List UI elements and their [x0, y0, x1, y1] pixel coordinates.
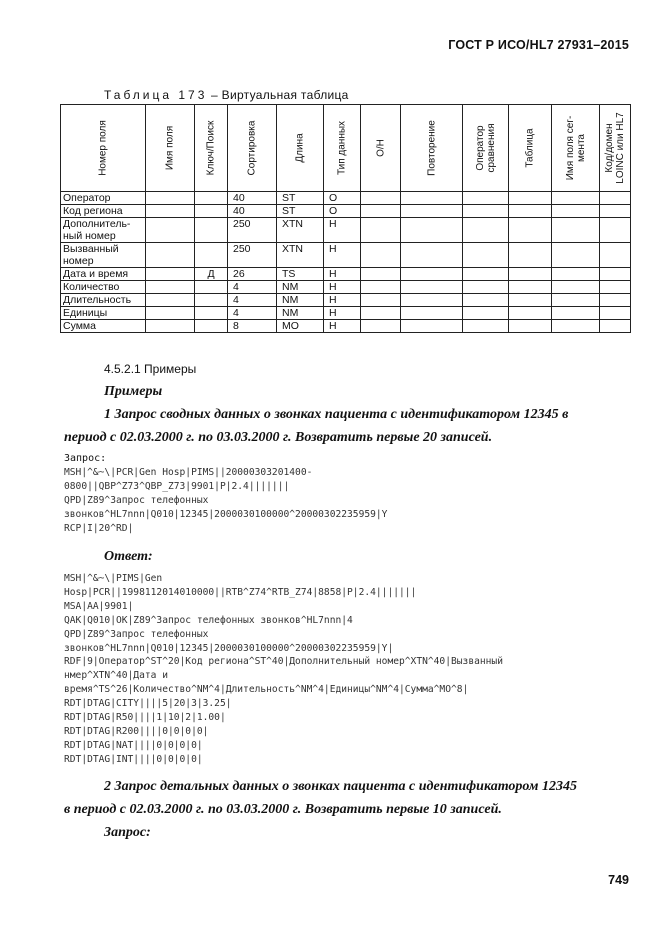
column-header-label	[337, 121, 348, 175]
table-row	[61, 218, 631, 243]
table-cell	[509, 281, 552, 294]
column-header-line: Оператор	[474, 125, 486, 171]
table-cell	[552, 281, 600, 294]
table-row	[61, 294, 631, 307]
column-header	[552, 105, 600, 192]
table-cell	[361, 243, 401, 268]
column-header	[600, 105, 631, 192]
table-cell: Д	[195, 268, 228, 281]
table-cell	[509, 243, 552, 268]
table-cell: Дата и время	[61, 268, 146, 281]
table-cell	[401, 320, 463, 333]
table-cell	[401, 294, 463, 307]
table-cell	[552, 205, 600, 218]
table-cell	[509, 218, 552, 243]
table-cell	[600, 268, 631, 281]
table-cell	[600, 218, 631, 243]
table-cell	[463, 218, 509, 243]
table-cell	[552, 243, 600, 268]
table-cell	[600, 307, 631, 320]
column-header	[228, 105, 277, 192]
table-body	[61, 192, 631, 333]
table-cell: 250	[228, 243, 277, 268]
column-header-line: Имя поля сег-	[564, 115, 576, 181]
table-cell	[195, 205, 228, 218]
table-cell	[195, 307, 228, 320]
table-cell: XTN	[277, 218, 324, 243]
table-cell	[600, 281, 631, 294]
table-cell: NM	[277, 294, 324, 307]
table-cell: 4	[228, 281, 277, 294]
virtual-table	[60, 104, 631, 333]
column-header-label	[525, 128, 536, 167]
table-cell: Н	[324, 307, 361, 320]
column-header-line: LOINC или HL7	[615, 112, 626, 184]
table-cell	[600, 243, 631, 268]
column-header	[509, 105, 552, 192]
table-cell: 40	[228, 205, 277, 218]
table-cell	[195, 320, 228, 333]
table-row	[61, 205, 631, 218]
table-cell	[401, 243, 463, 268]
column-header	[324, 105, 361, 192]
table-cell	[463, 205, 509, 218]
table-cell: 40	[228, 192, 277, 205]
answer-label: Ответ:	[104, 549, 153, 564]
table-cell	[195, 218, 228, 243]
table-cell	[552, 192, 600, 205]
table-cell	[146, 192, 195, 205]
table-cell	[463, 281, 509, 294]
table-cell: Длительность	[61, 294, 146, 307]
column-header	[277, 105, 324, 192]
table-cell	[195, 192, 228, 205]
column-header-label	[98, 120, 109, 176]
table-cell	[463, 320, 509, 333]
table-cell	[600, 294, 631, 307]
column-header-label	[247, 121, 258, 176]
table-cell	[401, 281, 463, 294]
examples-heading: Примеры	[104, 384, 163, 399]
table-cell: Н	[324, 294, 361, 307]
column-header	[463, 105, 509, 192]
table-cell	[146, 307, 195, 320]
section-number-title: 4.5.2.1 Примеры	[104, 362, 197, 376]
table-cell	[361, 281, 401, 294]
table-cell: 26	[228, 268, 277, 281]
table-cell	[552, 268, 600, 281]
column-header-line: Длина	[294, 133, 306, 163]
query-code-block: MSH|^&~\|PCR|Gen Hosp|PIMS||20000303201400- 0800||QBP^Z73^QBP_Z73|9901|P|2.4||||||| QPD|Z89^Запрос телефонных звонков^HL7nnn|Q010|12345|2000030100000^20000302235959|Y RCP|I|20^RD|	[64, 467, 388, 534]
table-cell	[195, 243, 228, 268]
table-cell	[552, 218, 600, 243]
table-cell	[600, 205, 631, 218]
table-cell	[509, 192, 552, 205]
table-cell: Оператор	[61, 192, 146, 205]
column-header-line: мента	[575, 134, 587, 162]
table-cell	[401, 307, 463, 320]
table-row	[61, 268, 631, 281]
table-cell: Н	[324, 320, 361, 333]
column-header-line: Ключ/Поиск	[205, 120, 217, 176]
table-caption-prefix: Таблица 173	[104, 88, 208, 102]
table-cell	[600, 320, 631, 333]
table-cell: XTN	[277, 243, 324, 268]
table-cell	[552, 294, 600, 307]
table-cell: O	[324, 205, 361, 218]
table-cell	[401, 268, 463, 281]
column-header-label	[565, 116, 587, 181]
column-header	[195, 105, 228, 192]
table-cell	[463, 192, 509, 205]
column-header-line: сравнения	[485, 123, 497, 173]
column-header-line: Сортировка	[246, 120, 258, 176]
table-cell	[509, 307, 552, 320]
column-header-line: Таблица	[524, 128, 536, 168]
column-header	[361, 105, 401, 192]
table-cell: 8	[228, 320, 277, 333]
table-cell: Вызванный номер	[61, 243, 146, 268]
column-header-line: Повторение	[426, 120, 437, 176]
table-cell	[509, 205, 552, 218]
standard-header: ГОСТ Р ИСО/HL7 27931–2015	[448, 38, 629, 52]
table-cell: Н	[324, 268, 361, 281]
table-cell: 250	[228, 218, 277, 243]
table-row	[61, 192, 631, 205]
column-header-label	[375, 139, 386, 157]
table-cell: NM	[277, 281, 324, 294]
table-cell	[361, 307, 401, 320]
table-row	[61, 307, 631, 320]
table-cell	[552, 320, 600, 333]
table-cell	[552, 307, 600, 320]
page-number: 749	[608, 873, 629, 887]
table-cell: NM	[277, 307, 324, 320]
example1-line1: 1 Запрос сводных данных о звонках пациента с идентификатором 12345 в	[104, 407, 569, 422]
table-cell: O	[324, 192, 361, 205]
table-cell: Код региона	[61, 205, 146, 218]
table-cell	[463, 307, 509, 320]
column-header-label	[475, 123, 497, 172]
query-label: Запрос:	[64, 453, 107, 464]
column-header-line: О/Н	[375, 139, 386, 157]
table-cell	[463, 294, 509, 307]
table-cell	[361, 294, 401, 307]
column-header	[401, 105, 463, 192]
column-header-label	[206, 121, 217, 176]
table-header-row	[61, 105, 631, 192]
table-cell: 4	[228, 307, 277, 320]
column-header-line: Номер поля	[97, 120, 109, 176]
table-row	[61, 320, 631, 333]
table-caption	[104, 88, 349, 102]
table-cell	[361, 218, 401, 243]
table-cell: Н	[324, 281, 361, 294]
column-header-line: Код/домен	[604, 123, 615, 173]
table-cell	[195, 294, 228, 307]
table-cell	[401, 192, 463, 205]
table-row	[61, 281, 631, 294]
table-cell: TS	[277, 268, 324, 281]
table-cell	[146, 320, 195, 333]
column-header-line: Имя поля	[164, 125, 176, 171]
table-cell	[361, 268, 401, 281]
table-cell: Количество	[61, 281, 146, 294]
table-cell	[361, 192, 401, 205]
table-cell	[600, 192, 631, 205]
table-cell	[146, 205, 195, 218]
table-cell	[401, 205, 463, 218]
table-row	[61, 243, 631, 268]
table-cell	[463, 243, 509, 268]
table-cell: 4	[228, 294, 277, 307]
example2-line2: в период с 02.03.2000 г. по 03.03.2000 г. Возвратить первые 10 записей.	[64, 802, 502, 817]
table-cell: Дополнитель- ный номер	[61, 218, 146, 243]
table-cell	[361, 205, 401, 218]
table-cell	[146, 243, 195, 268]
table-cell: Н	[324, 218, 361, 243]
table-cell: ST	[277, 205, 324, 218]
column-header-line: Тип данных	[336, 120, 348, 176]
table-cell	[146, 294, 195, 307]
table-cell	[463, 268, 509, 281]
query2-label: Запрос:	[104, 825, 151, 840]
table-cell	[509, 320, 552, 333]
answer-code-block: MSH|^&~\|PIMS|Gen Hosp|PCR||19981120140100​00||RTB^Z74^RTB_Z74|8858|P|2.4||||||| MSA|AA|9901| QAK|Q010|OK|Z89^Запрос телефонных звонков^HL7nnn|4 QPD|Z89^Запрос телефонных звонков^HL7nnn|Q010|12345|2000030100000^20000302235959|Y| RDF|9|Оператор^ST^20|Код региона^ST^40|Дополнительный номер^XTN^40|Вызванный нмер^XTN^40|Дата и время^TS^26|Количество^NM^4|Длительность^NM^4|Единицы^NM^4|Сумма^MO^8| RDT|DTAG|CITY||||5|20|3|3.25| RDT|DTAG|R50||||1|10|2|1.00| RDT|DTAG|R200||||0|0|0|0| RDT|DTAG|NAT||||0|0|0|0| RDT|DTAG|INT||||0|0|0|0|	[64, 573, 503, 765]
table-cell: ST	[277, 192, 324, 205]
table-cell: MO	[277, 320, 324, 333]
example1-line2: период с 02.03.2000 г. по 03.03.2000 г. Возвратить первые 20 записей.	[64, 430, 493, 445]
table-cell: Н	[324, 243, 361, 268]
table-cell: Единицы	[61, 307, 146, 320]
column-header-label	[165, 126, 176, 170]
table-cell	[146, 268, 195, 281]
table-cell	[509, 294, 552, 307]
table-cell	[195, 281, 228, 294]
column-header-label	[604, 112, 626, 183]
table-caption-title: – Виртуальная таблица	[211, 88, 349, 102]
column-header	[61, 105, 146, 192]
table-cell	[146, 218, 195, 243]
example2-line1: 2 Запрос детальных данных о звонках пациента с идентификатором 12345	[104, 779, 577, 794]
table-cell	[146, 281, 195, 294]
table-cell	[509, 268, 552, 281]
table-cell: Сумма	[61, 320, 146, 333]
column-header	[146, 105, 195, 192]
table-cell	[401, 218, 463, 243]
column-header-label	[426, 120, 437, 176]
table-cell	[361, 320, 401, 333]
column-header-label	[295, 133, 306, 162]
